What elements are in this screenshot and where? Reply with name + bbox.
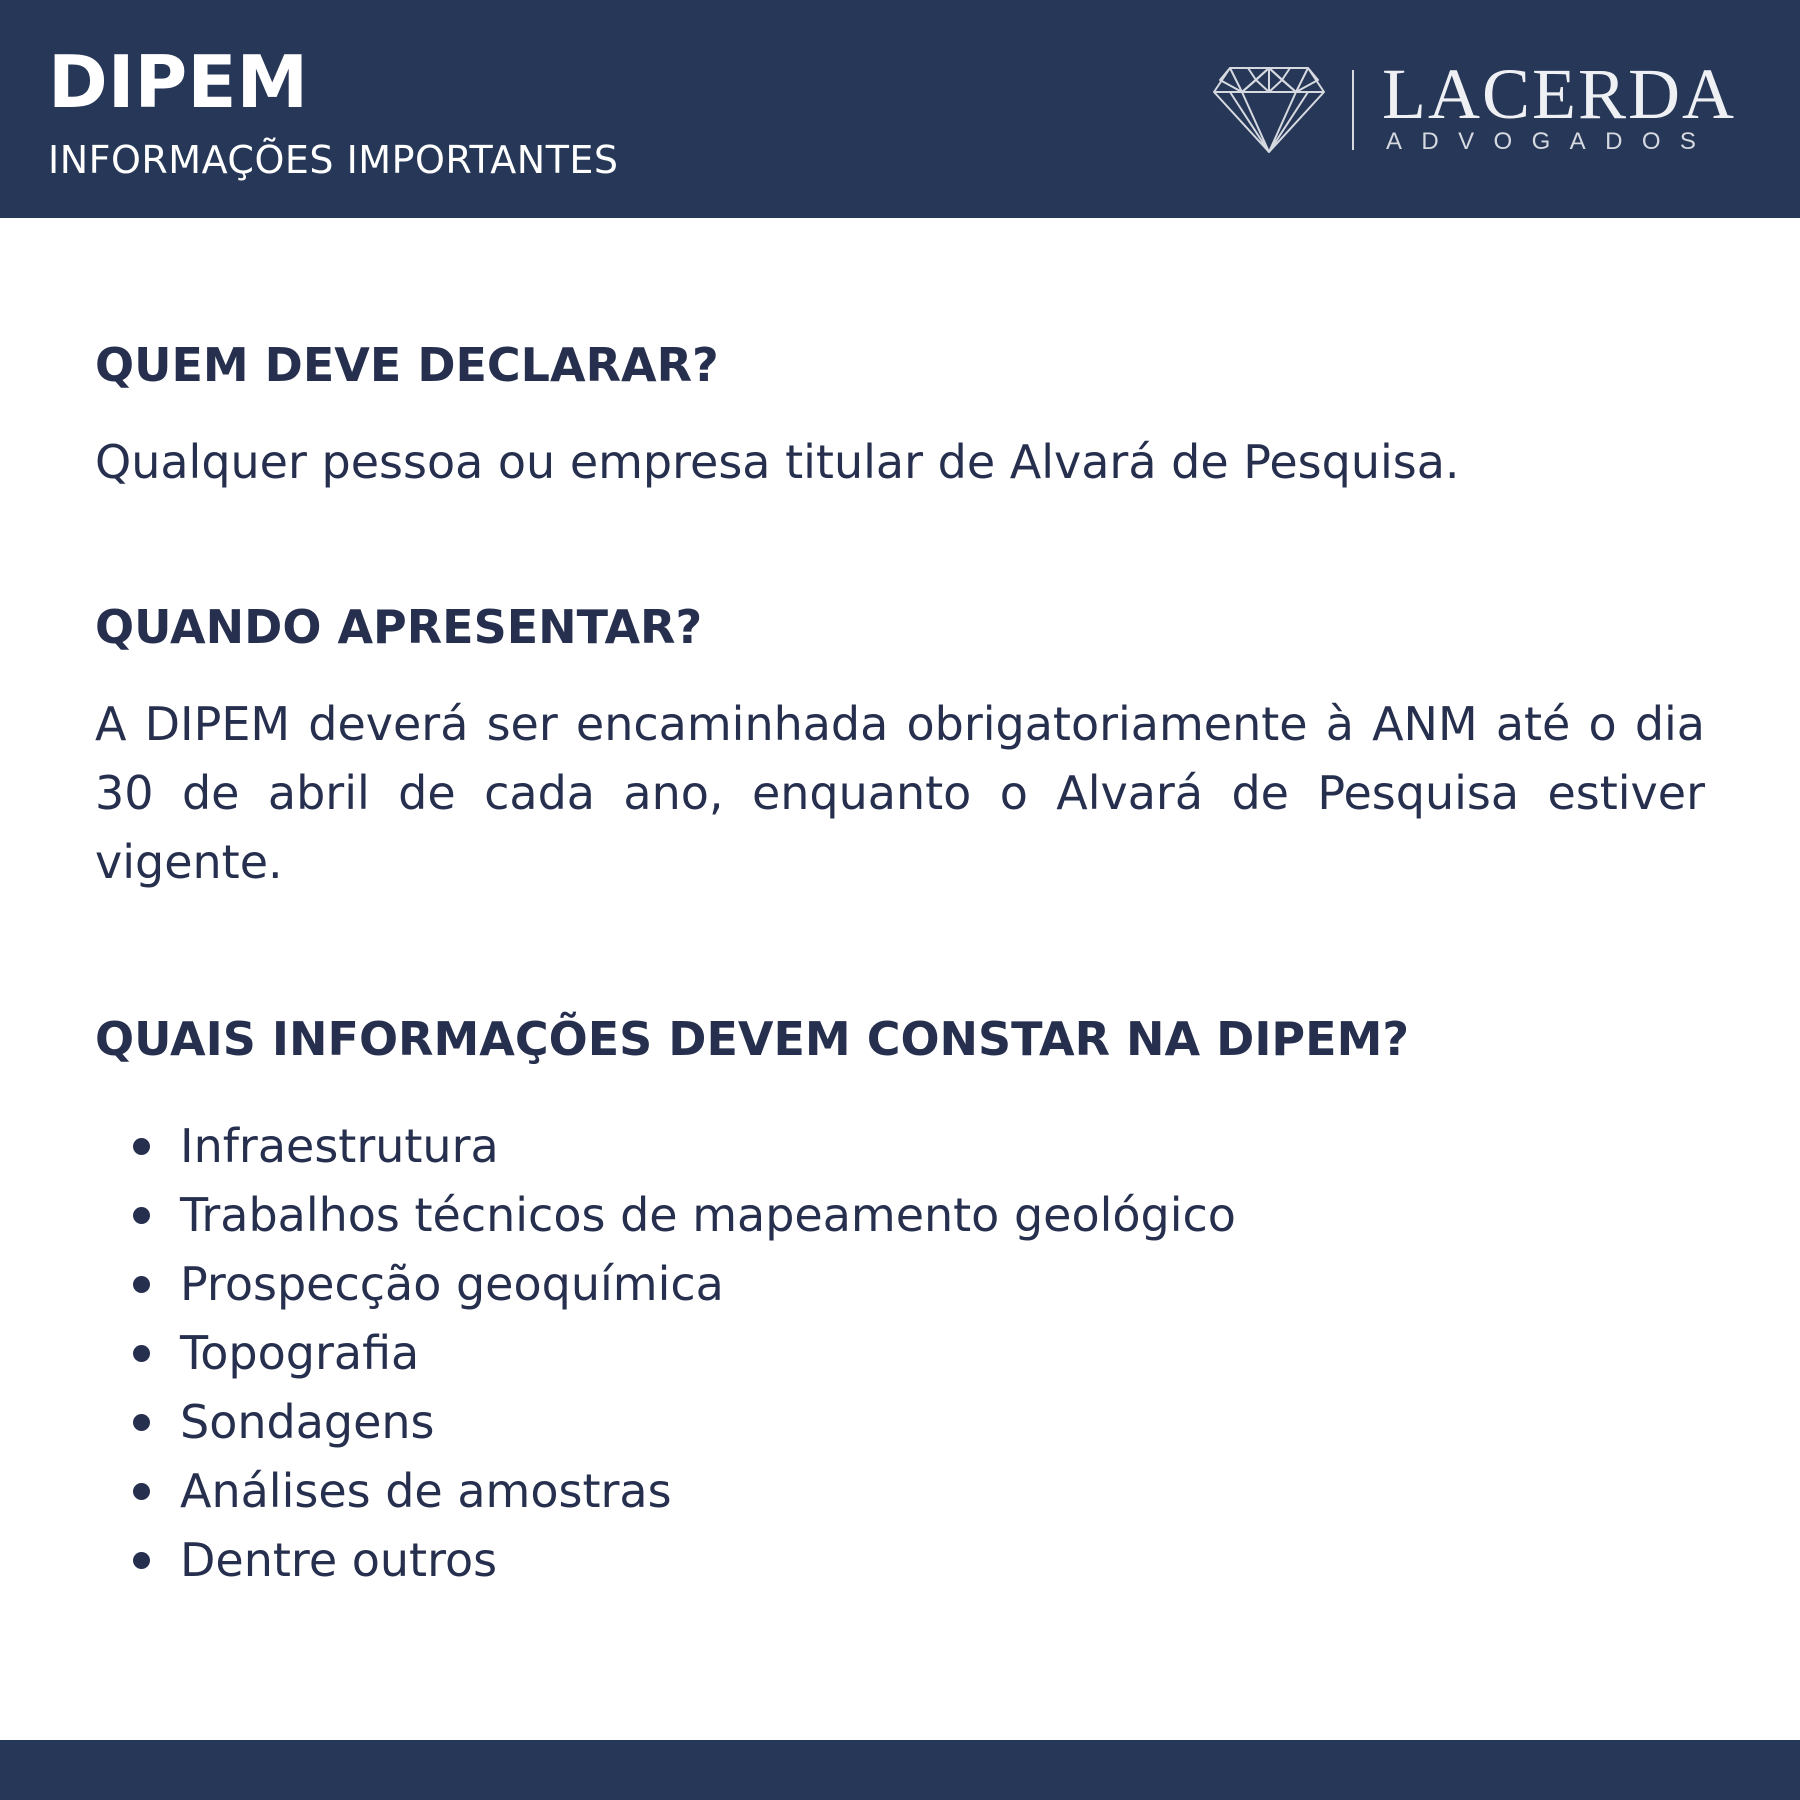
logo-name: LACERDA [1382,54,1736,134]
list-item-label: Trabalhos técnicos de mapeamento geológico [180,1188,1236,1242]
bullet-icon [133,1276,150,1293]
page-subtitle: INFORMAÇÕES IMPORTANTES [48,138,619,182]
bullet-icon [133,1345,150,1362]
section-heading: QUAIS INFORMAÇÕES DEVEM CONSTAR NA DIPEM? [95,1012,1410,1066]
list-item-label: Topografia [180,1326,420,1380]
list-item [95,1112,1705,1181]
list-item-label: Sondagens [180,1395,435,1449]
header-bar [0,0,1800,218]
logo-tagline: ADVOGADOS [1386,128,1716,155]
section-heading: QUEM DEVE DECLARAR? [95,338,719,392]
section-when [95,592,1705,897]
section-what [95,1004,1705,1595]
list-item [95,1526,1705,1595]
list-item-label: Infraestrutura [180,1119,499,1173]
list-item [95,1250,1705,1319]
info-list [95,1112,1705,1595]
footer-bar [0,1740,1800,1800]
logo-divider [1352,70,1354,150]
section-heading: QUANDO APRESENTAR? [95,600,703,654]
bullet-icon [133,1552,150,1569]
bullet-icon [133,1207,150,1224]
list-item-label: Dentre outros [180,1533,498,1587]
section-text: A DIPEM deverá ser encaminhada obrigatoriamente à ANM até o dia 30 de abril de cada ano, enquanto o Alvará de Pesquisa estiver vigente. [95,697,1705,889]
list-item [95,1388,1705,1457]
section-text: Qualquer pessoa ou empresa titular de Alvará de Pesquisa. [95,435,1460,489]
page-title: DIPEM [48,40,309,124]
bullet-icon [133,1138,150,1155]
lacerda-logo [1212,54,1782,158]
list-item [95,1319,1705,1388]
bullet-icon [133,1483,150,1500]
section-who [95,330,1705,497]
list-item [95,1181,1705,1250]
list-item-label: Prospecção geoquímica [180,1257,724,1311]
list-item [95,1457,1705,1526]
diamond-icon [1212,64,1326,154]
list-item-label: Análises de amostras [180,1464,672,1518]
bullet-icon [133,1414,150,1431]
